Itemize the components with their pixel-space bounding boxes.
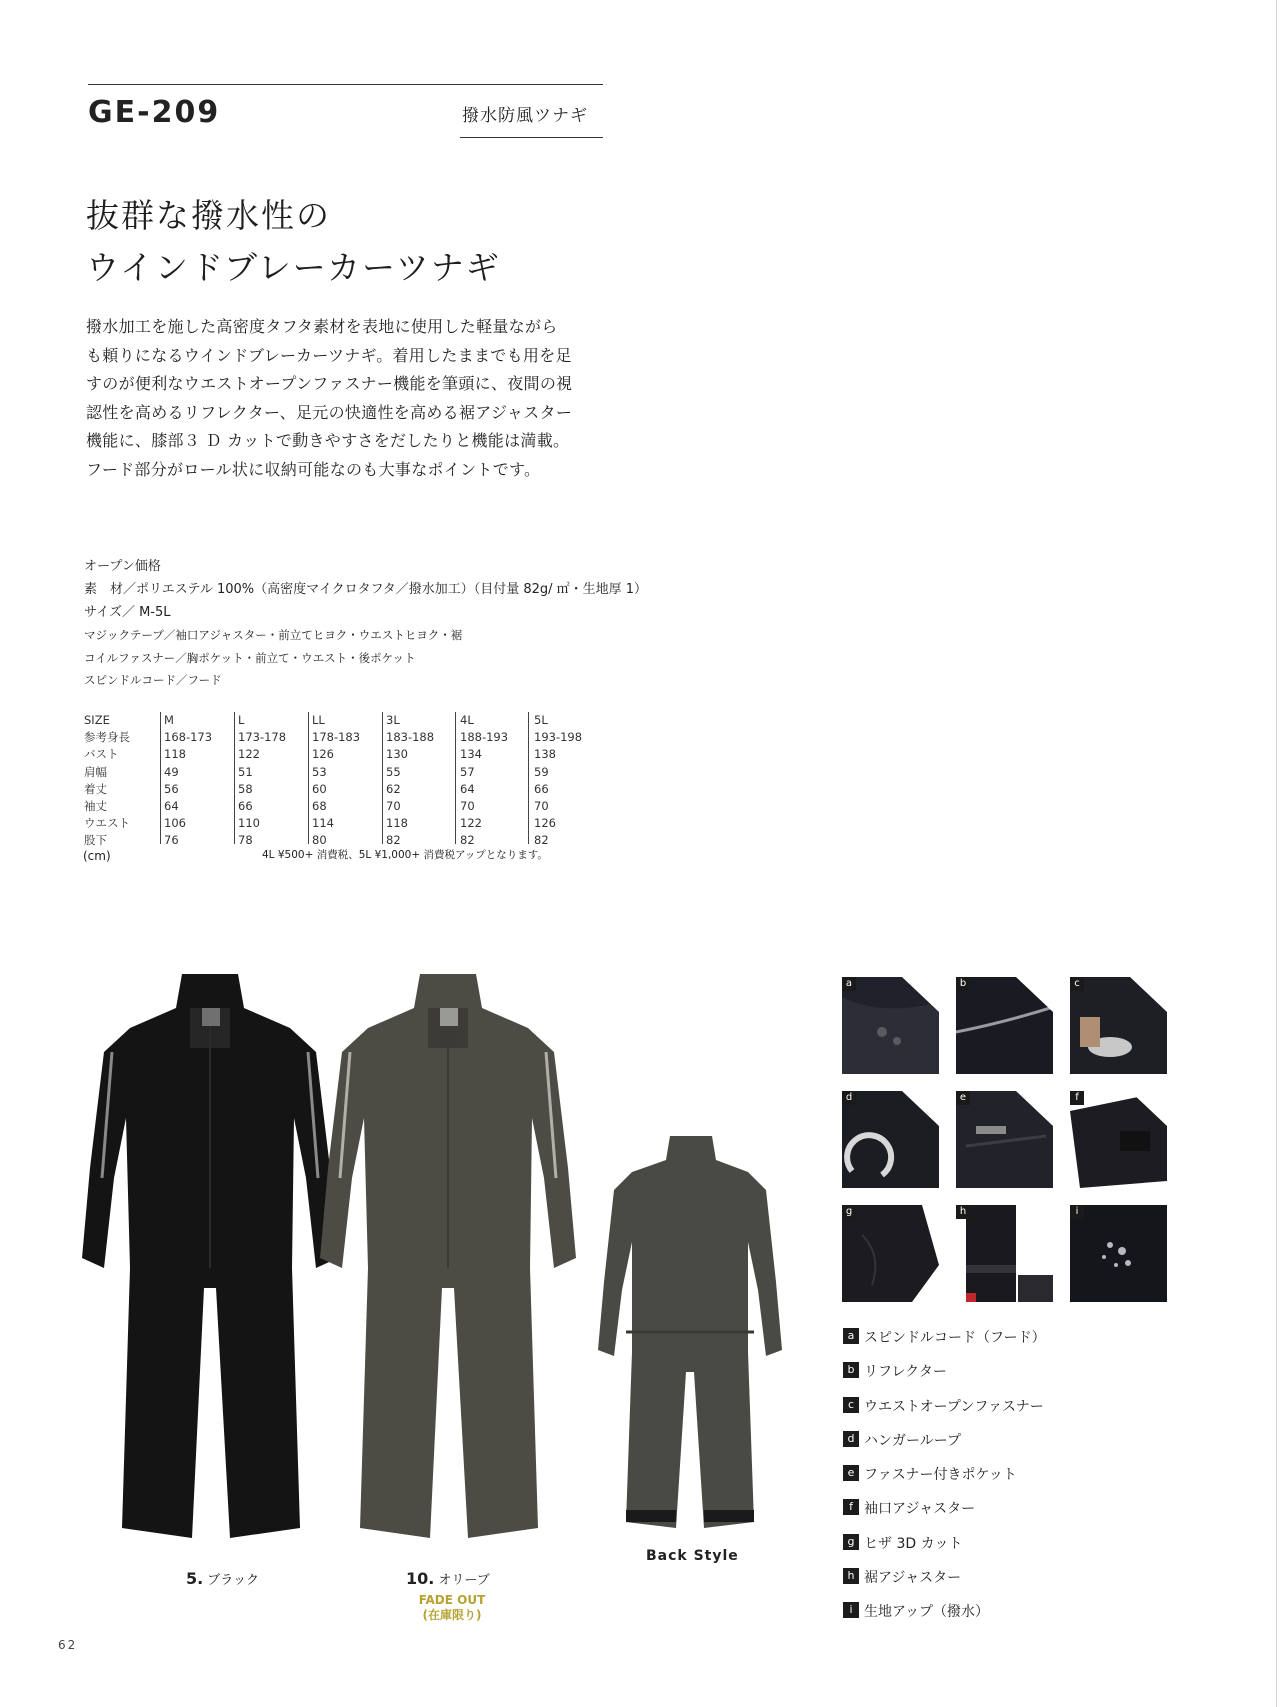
legend-key: g [843, 1534, 859, 1550]
headline-line-1: 抜群な撥水性の [86, 196, 331, 235]
size-table-cell: 78 [238, 833, 253, 848]
size-table-cell: 193-198 [534, 730, 583, 745]
table-divider [308, 712, 309, 844]
legend-key: d [843, 1431, 859, 1447]
size-table-cell: 188-193 [460, 730, 509, 745]
detail-photo-g [842, 1205, 939, 1302]
legend-label: スピンドルコード（フード） [864, 1330, 1046, 1346]
size-table-cell: 60 [312, 781, 327, 796]
legend-label: ウエストオープンファスナー [864, 1398, 1044, 1415]
size-table-cell: 68 [312, 798, 327, 813]
size-table-cell: 62 [386, 781, 401, 796]
size-table-cell: 110 [238, 816, 260, 831]
legend-item-b [843, 1361, 1046, 1395]
size-table-cell: 5L [534, 713, 548, 727]
legend-key: b [843, 1362, 859, 1378]
size-table-cell: 134 [460, 747, 482, 762]
detail-key: d [842, 1091, 856, 1105]
detail-photo-graphic [842, 977, 939, 1074]
legend-item-a [843, 1327, 1046, 1361]
spec-features: マジックテープ／袖口アジャスター・前立てヒヨク・ウエストヒヨク・裾 [84, 628, 463, 642]
legend-key: c [843, 1397, 859, 1413]
legend-item-g [843, 1533, 1046, 1567]
size-table-cell: 82 [460, 833, 475, 848]
legend-item-h [843, 1567, 1046, 1601]
detail-photo-a [842, 977, 939, 1074]
size-table-cell: 138 [534, 747, 556, 762]
legend-key: f [843, 1499, 859, 1515]
legend-label: ハンガーループ [864, 1432, 962, 1449]
size-table-row-label: 着丈 [84, 781, 107, 796]
size-table-cell: 126 [312, 747, 334, 762]
size-table-cell: 122 [238, 747, 260, 762]
coverall-black-image [80, 968, 340, 1558]
size-table-cell: 70 [460, 798, 475, 813]
description-line: すのが便利なウエストオープンファスナー機能を筆頭に、夜間の視 [86, 374, 573, 393]
headline [86, 190, 501, 294]
size-table-cell: LL [312, 713, 325, 727]
spec-features: スピンドルコード／フード [84, 673, 222, 687]
caption-olive-name: オリーブ [438, 1573, 490, 1588]
detail-photo-c [1070, 977, 1167, 1074]
legend-item-f [843, 1498, 1046, 1532]
detail-key: g [842, 1205, 856, 1219]
detail-photo-b [956, 977, 1053, 1074]
size-table-cell: 82 [386, 833, 401, 848]
size-table-cell: 64 [460, 781, 475, 796]
table-divider [234, 712, 235, 844]
legend-item-e [843, 1464, 1046, 1498]
detail-photo-graphic [1070, 1091, 1167, 1188]
product-description [86, 313, 606, 484]
size-table-cell: 114 [312, 816, 334, 831]
caption-black-name: ブラック [207, 1573, 259, 1588]
size-table-row-label: 袖丈 [84, 798, 107, 813]
size-table-cell: 57 [460, 764, 475, 779]
detail-photo-f [1070, 1091, 1167, 1188]
page-number: 62 [58, 1638, 78, 1652]
size-table-cell: 66 [534, 781, 549, 796]
size-table-row-label: 参考身長 [84, 730, 130, 745]
size-table-cell: 178-183 [312, 730, 361, 745]
category-underline [460, 137, 603, 138]
spec-material: 素 材／ポリエステル 100%（高密度マイクロタフタ／撥水加工）（目付量 82g/ ㎡・生地厚 1） [84, 582, 648, 597]
coverall-olive-image [318, 968, 578, 1558]
detail-key: e [956, 1091, 970, 1105]
size-table-cell: 66 [238, 798, 253, 813]
size-table-cell: 70 [386, 798, 401, 813]
detail-photo-graphic [842, 1205, 939, 1302]
page-edge-line [1276, 0, 1277, 1707]
size-table-cell: 126 [534, 816, 556, 831]
size-table-cell: 58 [238, 781, 253, 796]
caption-olive [406, 1569, 490, 1588]
caption-black-number: 5. [186, 1569, 204, 1588]
size-table-cell: 80 [312, 833, 327, 848]
price-note: 4L ¥500+ 消費税、5L ¥1,000+ 消費税アップとなります。 [262, 849, 548, 861]
description-line: も頼りになるウインドブレーカーツナギ。着用したままでも用を足 [86, 345, 572, 365]
detail-key: b [956, 977, 970, 991]
model-number: GE-209 [88, 95, 221, 130]
detail-key: a [842, 977, 856, 991]
description-line: 撥水加工を施した高密度タフタ素材を表地に使用した軽量ながら [86, 317, 558, 336]
size-table-cell: 56 [164, 781, 179, 796]
size-table-cell: 51 [238, 764, 253, 779]
size-table-cell: 3L [386, 713, 400, 727]
size-table-cell: 122 [460, 816, 482, 831]
size-table-cell: 173-178 [238, 730, 287, 745]
fade-out-label: FADE OUT [418, 1593, 486, 1607]
caption-olive-number: 10. [406, 1569, 435, 1588]
legend-key: e [843, 1465, 859, 1481]
size-table-cell: L [238, 713, 245, 727]
description-line: 機能に、膝部３ Ｄ カットで動きやすさをだしたりと機能は満載。 [86, 431, 570, 450]
spec-price: オープン価格 [84, 559, 161, 574]
table-divider [382, 712, 383, 844]
detail-key: i [1070, 1205, 1084, 1219]
detail-photo-d [842, 1091, 939, 1188]
legend-label: リフレクター [864, 1364, 947, 1381]
fade-out-notice [392, 1593, 512, 1623]
detail-photo-graphic [956, 977, 1053, 1074]
size-table-cell: 55 [386, 764, 401, 779]
size-table-cell: 118 [386, 816, 408, 831]
caption-back-style: Back Style [646, 1548, 739, 1564]
size-table-cell: 130 [386, 747, 408, 762]
legend-label: ヒザ 3D カット [864, 1535, 963, 1552]
detail-photo-graphic [1070, 1205, 1167, 1302]
header-top-rule [88, 84, 603, 85]
detail-legend [843, 1327, 1046, 1636]
description-line: 認性を高めるリフレクター、足元の快適性を高める裾アジャスター [86, 402, 573, 422]
detail-key: f [1070, 1091, 1084, 1105]
size-table-cell: 4L [460, 713, 474, 727]
detail-photo-graphic [956, 1205, 1053, 1302]
size-table-row-label: SIZE [84, 713, 110, 727]
detail-photo-e [956, 1091, 1053, 1188]
size-table-cell: 106 [164, 816, 186, 831]
size-table-cell: 59 [534, 764, 549, 779]
coverall-back-image [596, 1132, 786, 1540]
detail-photo-i [1070, 1205, 1167, 1302]
legend-key: h [843, 1568, 859, 1584]
spec-features: コイルファスナー／胸ポケット・前立て・ウエスト・後ポケット [84, 650, 416, 665]
size-table-cell: M [164, 713, 174, 727]
detail-photo-graphic [956, 1091, 1053, 1188]
detail-key: c [1070, 977, 1084, 991]
legend-item-d [843, 1430, 1046, 1464]
size-table-cell: 183-188 [386, 730, 435, 745]
detail-key: h [956, 1205, 970, 1219]
spec-size-range: サイズ／ M-5L [84, 605, 171, 620]
size-table-cell: 76 [164, 833, 179, 848]
legend-label: 生地アップ（撥水） [864, 1604, 990, 1621]
legend-label: 裾アジャスター [864, 1570, 962, 1587]
legend-label: 袖口アジャスター [864, 1501, 976, 1518]
size-table-cell: 118 [164, 747, 186, 762]
table-divider [528, 712, 529, 844]
size-unit: (cm) [83, 849, 111, 863]
table-divider [160, 712, 161, 844]
size-table-cell: 82 [534, 833, 549, 848]
size-table-cell: 70 [534, 798, 549, 813]
size-table-cell: 64 [164, 798, 179, 813]
detail-photo-graphic [842, 1091, 939, 1188]
legend-key: a [843, 1328, 859, 1344]
table-divider [455, 712, 456, 844]
legend-key: i [843, 1602, 859, 1618]
size-table-cell: 168-173 [164, 730, 213, 745]
headline-line-2: ウインドブレーカーツナギ [86, 248, 501, 287]
legend-label: ファスナー付きポケット [864, 1467, 1017, 1484]
detail-photo-graphic [1070, 977, 1167, 1074]
size-table-cell: 49 [164, 764, 179, 779]
legend-item-c [843, 1396, 1046, 1430]
description-line: フード部分がロール状に収納可能なのも大事なポイントです。 [86, 459, 541, 479]
size-table-row-label: 股下 [84, 833, 107, 848]
legend-item-i [843, 1601, 1046, 1635]
product-category: 撥水防風ツナギ [462, 106, 588, 126]
size-table-row-label: 肩幅 [84, 764, 107, 779]
caption-black [186, 1569, 259, 1588]
size-table-row-label: ウエスト [84, 816, 130, 831]
fade-out-stock-note: (在庫限り) [422, 1608, 482, 1622]
product-specs [84, 555, 647, 692]
size-table-row-label: バスト [84, 747, 119, 762]
detail-photo-h [956, 1205, 1053, 1302]
size-table-cell: 53 [312, 764, 327, 779]
